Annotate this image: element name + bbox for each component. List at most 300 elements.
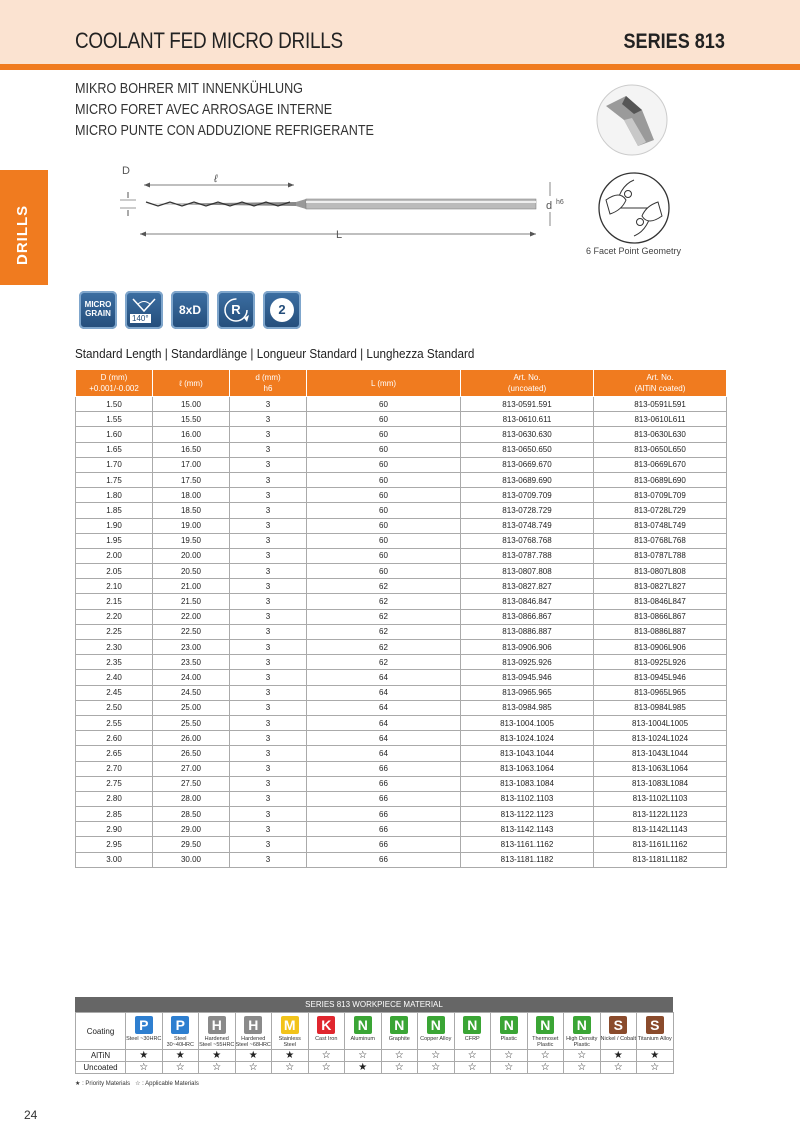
altin-rating-star-icon: ☆ <box>527 1050 564 1062</box>
table-cell: 813-1083.1084 <box>461 776 594 791</box>
material-cell <box>272 1013 309 1050</box>
label-h6: h6 <box>556 199 564 206</box>
material-label: Graphite <box>388 1036 410 1042</box>
material-cell <box>381 1013 418 1050</box>
material-group-icon: N <box>354 1016 372 1034</box>
table-cell: 1.65 <box>76 442 153 457</box>
table-cell: 813-0965L965 <box>594 685 727 700</box>
material-group-icon: P <box>171 1016 189 1034</box>
table-cell: 1.60 <box>76 427 153 442</box>
subtitle-german: MIKRO BOHRER MIT INNENKÜHLUNG <box>75 80 303 97</box>
table-cell: 813-0689.690 <box>461 472 594 487</box>
applicable-legend-text: : Applicable Materials <box>142 1081 199 1087</box>
material-label: Aluminum <box>350 1036 375 1042</box>
table-cell: 22.00 <box>153 609 230 624</box>
table-cell: 66 <box>307 761 461 776</box>
altin-rating-star-icon: ☆ <box>345 1050 382 1062</box>
table-cell: 60 <box>307 488 461 503</box>
table-cell: 813-0965.965 <box>461 685 594 700</box>
table-cell: 3 <box>230 685 307 700</box>
altin-rating-star-icon: ★ <box>600 1050 637 1062</box>
table-cell: 60 <box>307 397 461 412</box>
table-row <box>76 472 727 487</box>
table-cell: 813-0846L847 <box>594 594 727 609</box>
altin-rating-star-icon: ★ <box>126 1050 163 1062</box>
table-cell: 3 <box>230 564 307 579</box>
material-group-icon: M <box>281 1016 299 1034</box>
altin-rating-star-icon: ★ <box>162 1050 199 1062</box>
table-cell: 60 <box>307 564 461 579</box>
priority-legend-text: : Priority Materials <box>82 1081 131 1087</box>
material-group-icon: N <box>536 1016 554 1034</box>
series-label: SERIES 813 <box>623 30 725 53</box>
table-row <box>76 746 727 761</box>
table-cell: 60 <box>307 442 461 457</box>
table-cell: 27.00 <box>153 761 230 776</box>
table-cell: 3 <box>230 609 307 624</box>
uncoated-rating-star-icon: ☆ <box>564 1062 601 1074</box>
table-cell: 813-0945.946 <box>461 670 594 685</box>
table-cell: 1.85 <box>76 503 153 518</box>
table-cell: 813-0650.650 <box>461 442 594 457</box>
spec-body <box>76 397 727 868</box>
material-group-icon: N <box>463 1016 481 1034</box>
table-cell: 3.00 <box>76 852 153 867</box>
table-cell: 3 <box>230 700 307 715</box>
table-cell: 813-0807L808 <box>594 564 727 579</box>
table-cell: 64 <box>307 700 461 715</box>
table-cell: 2.90 <box>76 822 153 837</box>
table-cell: 813-0630L630 <box>594 427 727 442</box>
table-cell: 813-0827L827 <box>594 579 727 594</box>
micro-grain-text <box>79 300 117 318</box>
table-row <box>76 579 727 594</box>
table-cell: 813-0748.749 <box>461 518 594 533</box>
table-cell: 66 <box>307 852 461 867</box>
material-altin-row <box>76 1050 674 1062</box>
table-cell: 813-0866L867 <box>594 609 727 624</box>
table-row <box>76 564 727 579</box>
header-subline: (uncoated) <box>507 384 547 393</box>
material-cell <box>564 1013 601 1050</box>
material-label: Hardened Steel ~68HRC <box>235 1036 271 1048</box>
table-cell: 17.00 <box>153 457 230 472</box>
table-cell: 60 <box>307 427 461 442</box>
table-cell: 29.50 <box>153 837 230 852</box>
material-cell <box>527 1013 564 1050</box>
table-cell: 18.00 <box>153 488 230 503</box>
uncoated-rating-star-icon: ☆ <box>454 1062 491 1074</box>
material-label: Steel 30~40HRC <box>166 1036 194 1048</box>
flute-count-badge <box>263 291 301 329</box>
altin-rating-star-icon: ★ <box>235 1050 272 1062</box>
length-ratio-text: 8xD <box>178 303 201 317</box>
table-cell: 813-0728L729 <box>594 503 727 518</box>
table-cell: 2.10 <box>76 579 153 594</box>
label-flute-length: ℓ <box>214 173 218 185</box>
table-cell: 16.50 <box>153 442 230 457</box>
table-cell: 813-0866.867 <box>461 609 594 624</box>
table-cell: 813-1142.1143 <box>461 822 594 837</box>
material-cell <box>235 1013 272 1050</box>
table-cell: 813-0925.926 <box>461 655 594 670</box>
table-cell: 25.00 <box>153 700 230 715</box>
table-cell: 1.50 <box>76 397 153 412</box>
material-cell <box>418 1013 455 1050</box>
flute-arrow-left <box>144 183 150 188</box>
table-cell: 15.50 <box>153 412 230 427</box>
table-cell: 813-1004L1005 <box>594 715 727 730</box>
table-cell: 3 <box>230 655 307 670</box>
overall-arrow-right <box>530 232 536 237</box>
table-row <box>76 822 727 837</box>
table-cell: 18.50 <box>153 503 230 518</box>
table-cell: 3 <box>230 594 307 609</box>
table-cell: 813-1122.1123 <box>461 807 594 822</box>
facet-caption: 6 Facet Point Geometry <box>586 246 682 256</box>
point-angle-badge <box>125 291 163 329</box>
table-row <box>76 427 727 442</box>
table-row <box>76 548 727 563</box>
drill-body <box>144 199 536 209</box>
table-cell: 2.80 <box>76 791 153 806</box>
material-label: CFRP <box>464 1036 480 1042</box>
table-row <box>76 837 727 852</box>
table-cell: 22.50 <box>153 624 230 639</box>
point-angle-icon <box>125 291 163 329</box>
table-cell: 3 <box>230 397 307 412</box>
uncoated-rating-star-icon: ★ <box>345 1062 382 1074</box>
table-cell: 813-1004.1005 <box>461 715 594 730</box>
table-row <box>76 670 727 685</box>
table-cell: 2.40 <box>76 670 153 685</box>
table-row <box>76 442 727 457</box>
material-uncoated-row <box>76 1062 674 1074</box>
table-cell: 64 <box>307 715 461 730</box>
table-cell: 3 <box>230 518 307 533</box>
table-row <box>76 700 727 715</box>
table-cell: 66 <box>307 791 461 806</box>
uncoated-rating-star-icon: ☆ <box>418 1062 455 1074</box>
material-cell <box>162 1013 199 1050</box>
table-cell: 813-0650L650 <box>594 442 727 457</box>
material-label: Plastic <box>500 1036 517 1042</box>
table-cell: 813-0669.670 <box>461 457 594 472</box>
applicable-star-icon: ☆ <box>135 1081 141 1087</box>
table-cell: 64 <box>307 685 461 700</box>
uncoated-rating-star-icon: ☆ <box>235 1062 272 1074</box>
table-cell: 60 <box>307 412 461 427</box>
table-cell: 1.70 <box>76 457 153 472</box>
table-cell: 28.50 <box>153 807 230 822</box>
subtitle-italian: MICRO PUNTE CON ADDUZIONE REFRIGERANTE <box>75 122 374 139</box>
table-cell: 66 <box>307 776 461 791</box>
table-cell: 3 <box>230 670 307 685</box>
table-cell: 62 <box>307 655 461 670</box>
table-cell: 813-0787.788 <box>461 548 594 563</box>
table-cell: 23.00 <box>153 640 230 655</box>
table-cell: 20.00 <box>153 548 230 563</box>
header-line: d (mm) <box>255 373 281 382</box>
material-cell <box>454 1013 491 1050</box>
header-rule <box>0 64 800 70</box>
spec-header-cell <box>230 370 307 397</box>
table-cell: 3 <box>230 472 307 487</box>
material-coating-row <box>76 1013 674 1050</box>
material-legend <box>75 1080 199 1087</box>
table-cell: 3 <box>230 427 307 442</box>
uncoated-rating-star-icon: ☆ <box>381 1062 418 1074</box>
table-cell: 813-0709L709 <box>594 488 727 503</box>
table-cell: 2.85 <box>76 807 153 822</box>
table-cell: 3 <box>230 488 307 503</box>
header-line: ℓ (mm) <box>179 378 203 388</box>
table-cell: 2.95 <box>76 837 153 852</box>
grain-text: GRAIN <box>85 309 111 318</box>
table-cell: 2.35 <box>76 655 153 670</box>
material-cell <box>600 1013 637 1050</box>
subtitle-french: MICRO FORET AVEC ARROSAGE INTERNE <box>75 101 333 118</box>
table-row <box>76 503 727 518</box>
altin-rating-star-icon: ☆ <box>418 1050 455 1062</box>
altin-rating-star-icon: ☆ <box>454 1050 491 1062</box>
material-label: Thermoset Plastic <box>532 1036 559 1048</box>
table-cell: 813-1043L1044 <box>594 746 727 761</box>
table-cell: 2.30 <box>76 640 153 655</box>
table-cell: 813-1043.1044 <box>461 746 594 761</box>
table-cell: 813-0906.906 <box>461 640 594 655</box>
table-cell: 1.75 <box>76 472 153 487</box>
table-cell: 813-0591.591 <box>461 397 594 412</box>
drill-tip-photo <box>596 84 668 156</box>
table-row <box>76 776 727 791</box>
table-cell: 813-0925L926 <box>594 655 727 670</box>
table-cell: 2.25 <box>76 624 153 639</box>
table-cell: 3 <box>230 715 307 730</box>
uncoated-rating-star-icon: ☆ <box>527 1062 564 1074</box>
table-cell: 19.00 <box>153 518 230 533</box>
table-cell: 2.55 <box>76 715 153 730</box>
material-label: Steel ~30HRC <box>126 1036 162 1042</box>
table-cell: 3 <box>230 442 307 457</box>
table-cell: 3 <box>230 548 307 563</box>
spec-header-cell <box>153 370 230 397</box>
table-cell: 813-1142L1143 <box>594 822 727 837</box>
uncoated-rating-star-icon: ☆ <box>491 1062 528 1074</box>
table-cell: 3 <box>230 624 307 639</box>
table-cell: 1.90 <box>76 518 153 533</box>
flute-arrow-right <box>288 183 294 188</box>
material-label: Cast Iron <box>315 1036 338 1042</box>
table-cell: 813-0591L591 <box>594 397 727 412</box>
table-cell: 60 <box>307 472 461 487</box>
spec-header-cell <box>594 370 727 397</box>
material-group-icon: S <box>646 1016 664 1034</box>
material-group-icon: N <box>390 1016 408 1034</box>
table-cell: 813-1181.1182 <box>461 852 594 867</box>
table-row <box>76 412 727 427</box>
material-group-icon: N <box>427 1016 445 1034</box>
table-cell: 813-1102.1103 <box>461 791 594 806</box>
table-cell: 813-0807.808 <box>461 564 594 579</box>
table-cell: 813-1161L1162 <box>594 837 727 852</box>
material-group-icon: H <box>244 1016 262 1034</box>
table-cell: 23.50 <box>153 655 230 670</box>
table-cell: 62 <box>307 624 461 639</box>
table-cell: 813-0669L670 <box>594 457 727 472</box>
table-cell: 3 <box>230 791 307 806</box>
table-cell: 813-0787L788 <box>594 548 727 563</box>
table-cell: 2.60 <box>76 731 153 746</box>
table-cell: 15.00 <box>153 397 230 412</box>
header-subline: h6 <box>263 384 273 393</box>
length-ratio-badge <box>171 291 209 329</box>
table-cell: 813-0886L887 <box>594 624 727 639</box>
right-hand-cut-badge <box>217 291 255 329</box>
table-cell: 16.00 <box>153 427 230 442</box>
table-cell: 3 <box>230 746 307 761</box>
right-hand-text: R <box>231 302 241 317</box>
material-label: High Density Plastic <box>566 1036 598 1048</box>
table-cell: 64 <box>307 746 461 761</box>
table-cell: 17.50 <box>153 472 230 487</box>
table-row <box>76 457 727 472</box>
table-cell: 813-0728.729 <box>461 503 594 518</box>
material-table <box>75 1012 674 1074</box>
table-cell: 813-1102L1103 <box>594 791 727 806</box>
table-cell: 60 <box>307 533 461 548</box>
altin-rating-star-icon: ★ <box>199 1050 236 1062</box>
table-cell: 813-0984L985 <box>594 700 727 715</box>
altin-rating-star-icon: ☆ <box>308 1050 345 1062</box>
table-cell: 25.50 <box>153 715 230 730</box>
priority-star-icon: ★ <box>75 1081 81 1087</box>
table-cell: 3 <box>230 822 307 837</box>
table-cell: 24.00 <box>153 670 230 685</box>
table-cell: 813-0709.709 <box>461 488 594 503</box>
table-cell: 60 <box>307 503 461 518</box>
header-line: Art. No. <box>646 373 674 382</box>
table-cell: 813-1063L1064 <box>594 761 727 776</box>
point-angle-value: 140° <box>132 314 149 323</box>
altin-rating-star-icon: ★ <box>272 1050 309 1062</box>
table-cell: 62 <box>307 609 461 624</box>
table-cell: 20.50 <box>153 564 230 579</box>
table-row <box>76 518 727 533</box>
table-cell: 813-1122L1123 <box>594 807 727 822</box>
table-cell: 64 <box>307 731 461 746</box>
table-cell: 2.65 <box>76 746 153 761</box>
table-cell: 813-0748L749 <box>594 518 727 533</box>
table-cell: 2.05 <box>76 564 153 579</box>
material-cell <box>491 1013 528 1050</box>
table-cell: 64 <box>307 670 461 685</box>
label-L: L <box>336 229 343 241</box>
material-cell <box>199 1013 236 1050</box>
material-label: Titanium Alloy <box>637 1036 672 1042</box>
material-title: SERIES 813 WORKPIECE MATERIAL <box>75 997 673 1012</box>
material-group-icon: N <box>500 1016 518 1034</box>
table-row <box>76 488 727 503</box>
table-cell: 813-0846.847 <box>461 594 594 609</box>
table-cell: 813-1024.1024 <box>461 731 594 746</box>
table-cell: 27.50 <box>153 776 230 791</box>
table-cell: 28.00 <box>153 791 230 806</box>
table-cell: 66 <box>307 822 461 837</box>
page-number: 24 <box>24 1108 38 1122</box>
label-d: d <box>546 200 553 212</box>
overall-arrow-left <box>140 232 146 237</box>
table-cell: 3 <box>230 852 307 867</box>
table-row <box>76 791 727 806</box>
table-cell: 813-0945L946 <box>594 670 727 685</box>
table-cell: 21.00 <box>153 579 230 594</box>
drill-dimension-diagram <box>110 158 570 248</box>
table-row <box>76 397 727 412</box>
material-label: Nickel / Cobalt <box>600 1036 636 1042</box>
table-cell: 813-1161.1162 <box>461 837 594 852</box>
altin-rating-star-icon: ★ <box>637 1050 674 1062</box>
table-cell: 813-0768L768 <box>594 533 727 548</box>
table-cell: 24.50 <box>153 685 230 700</box>
table-cell: 62 <box>307 594 461 609</box>
table-row <box>76 761 727 776</box>
micro-text: MICRO <box>84 300 112 309</box>
table-cell: 66 <box>307 807 461 822</box>
spec-header-cell <box>461 370 594 397</box>
side-tab-label: DRILLS <box>14 204 31 265</box>
material-cell <box>637 1013 674 1050</box>
table-cell: 813-1083L1084 <box>594 776 727 791</box>
table-cell: 66 <box>307 837 461 852</box>
spec-header-cell <box>76 370 153 397</box>
material-label: Hardened Steel ~55HRC <box>199 1036 235 1048</box>
table-cell: 2.15 <box>76 594 153 609</box>
table-cell: 813-0827.827 <box>461 579 594 594</box>
flute-count-value: 2 <box>278 302 286 317</box>
table-cell: 813-0906L906 <box>594 640 727 655</box>
material-cell <box>345 1013 382 1050</box>
table-row <box>76 685 727 700</box>
spec-header-cell <box>307 370 461 397</box>
table-cell: 813-1181L1182 <box>594 852 727 867</box>
table-cell: 62 <box>307 579 461 594</box>
table-cell: 813-0630.630 <box>461 427 594 442</box>
table-cell: 2.70 <box>76 761 153 776</box>
table-cell: 3 <box>230 761 307 776</box>
table-cell: 1.55 <box>76 412 153 427</box>
material-row-label: Coating <box>76 1013 126 1050</box>
material-group-icon: N <box>573 1016 591 1034</box>
table-cell: 813-0610.611 <box>461 412 594 427</box>
table-cell: 60 <box>307 457 461 472</box>
table-cell: 60 <box>307 548 461 563</box>
material-cell <box>308 1013 345 1050</box>
table-cell: 2.45 <box>76 685 153 700</box>
header-subline: +0.001/-0.002 <box>89 384 139 393</box>
table-cell: 29.00 <box>153 822 230 837</box>
material-label: Copper Alloy <box>420 1036 452 1042</box>
table-cell: 813-0886.887 <box>461 624 594 639</box>
table-row <box>76 731 727 746</box>
material-label: Stainless Steel <box>278 1036 301 1048</box>
table-heading: Standard Length | Standardlänge | Longueur Standard | Lunghezza Standard <box>75 346 475 361</box>
table-cell: 2.50 <box>76 700 153 715</box>
micro-grain-badge <box>79 291 117 329</box>
material-row-label: AlTiN <box>76 1050 126 1062</box>
table-cell: 60 <box>307 518 461 533</box>
table-cell: 3 <box>230 807 307 822</box>
